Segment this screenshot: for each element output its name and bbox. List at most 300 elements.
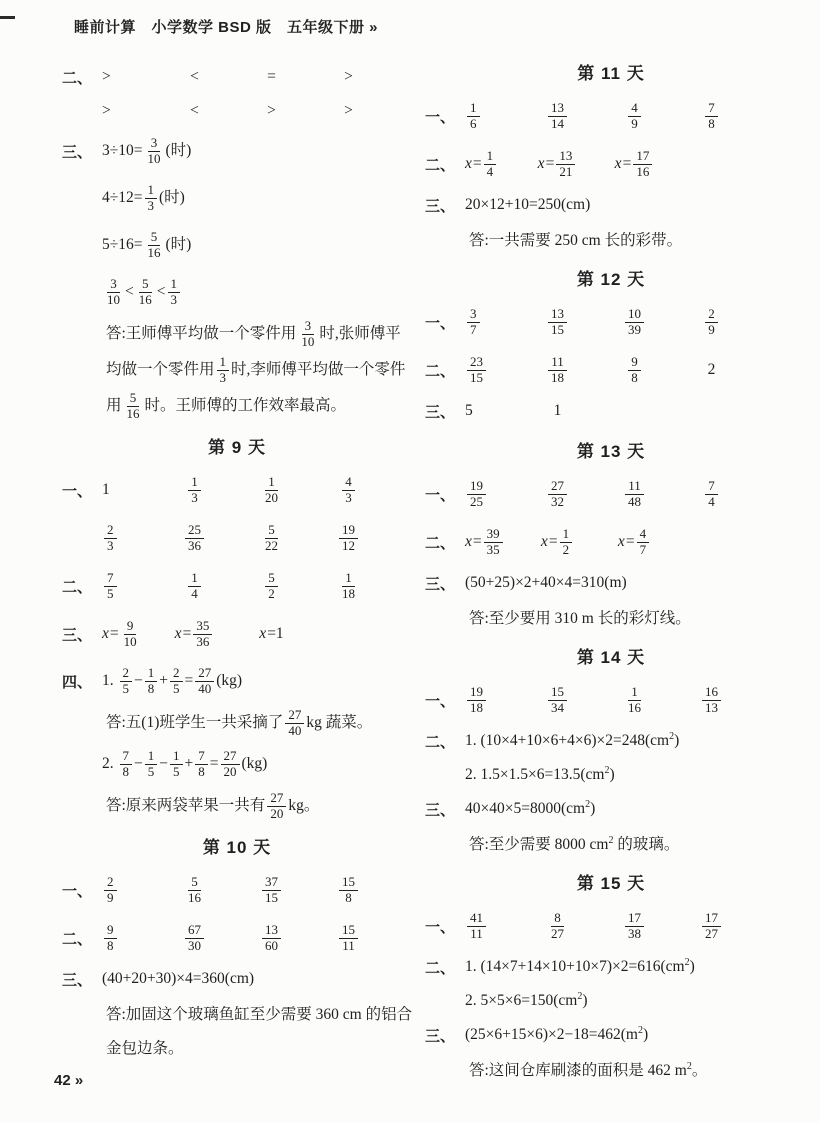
day-heading: 第 9 天 bbox=[208, 437, 266, 457]
answer-cell bbox=[310, 571, 387, 602]
solution-expression: 20×12+10=250(cm) bbox=[465, 196, 591, 213]
answer-row bbox=[425, 298, 797, 346]
numerator: 19 bbox=[467, 479, 486, 495]
numerator: 1 bbox=[188, 475, 201, 491]
fraction bbox=[104, 277, 123, 308]
numerator: 15 bbox=[339, 875, 358, 891]
problem-label: 三、 bbox=[62, 972, 93, 989]
answer-cell bbox=[596, 307, 673, 338]
solution-line bbox=[425, 758, 797, 792]
answer-cell: 2 bbox=[707, 361, 716, 378]
left-column bbox=[62, 60, 412, 1064]
denominator: 20 bbox=[270, 805, 284, 821]
fraction bbox=[298, 319, 317, 350]
answer-sentence bbox=[425, 1052, 797, 1086]
numerator: 1 bbox=[217, 355, 230, 371]
denominator: 16 bbox=[628, 699, 641, 715]
fraction bbox=[145, 183, 158, 214]
answer-cell: > bbox=[267, 102, 276, 119]
answer-sentence bbox=[425, 826, 797, 860]
problem-label: 一、 bbox=[425, 487, 456, 504]
denominator: 27 bbox=[551, 925, 564, 941]
variable-x: x bbox=[102, 625, 109, 642]
answer-cells bbox=[465, 479, 797, 510]
denominator: 8 bbox=[122, 764, 129, 779]
numerator: 5 bbox=[148, 230, 161, 246]
answer-cell: x = $\frac{1}{4}$ bbox=[465, 149, 519, 180]
answer-cells bbox=[465, 685, 797, 716]
fraction bbox=[560, 527, 573, 558]
answer-row bbox=[425, 676, 797, 724]
fraction bbox=[637, 527, 650, 558]
fraction bbox=[195, 749, 208, 780]
numerator: 13 bbox=[262, 923, 281, 939]
answer-row bbox=[62, 466, 412, 514]
problem-label: 一、 bbox=[425, 693, 456, 710]
solution-expression: $(25\times 6+15\times 6)\times 2-18=462(m^2)$ bbox=[465, 1024, 649, 1043]
problem-label: 三、 bbox=[425, 1028, 456, 1045]
answer-cell: > bbox=[102, 68, 111, 85]
solution-expression: 2. $5\times 5\times 6=150(cm^2)$ bbox=[465, 990, 588, 1009]
numerator: 27 bbox=[267, 791, 286, 807]
numerator: 7 bbox=[120, 749, 133, 765]
answer-sentence-text: 金包边条。 bbox=[106, 1040, 184, 1057]
problem-label: 三、 bbox=[62, 145, 93, 161]
denominator: 34 bbox=[551, 699, 564, 715]
superscript-2: 2 bbox=[638, 1024, 643, 1036]
fraction bbox=[628, 355, 641, 386]
answer-row bbox=[425, 346, 797, 394]
page-number bbox=[54, 1072, 83, 1089]
fraction bbox=[145, 230, 164, 261]
solution-line bbox=[425, 566, 797, 600]
denominator: 4 bbox=[708, 493, 715, 509]
answer-sentence-text: 答:五(1)班学生一共采摘了 $\frac{27}{40}$ kg 蔬菜。 bbox=[106, 706, 373, 738]
fraction bbox=[467, 101, 480, 132]
denominator: 10 bbox=[301, 333, 315, 349]
answer-row bbox=[425, 140, 797, 188]
problem-label: 二、 bbox=[425, 734, 456, 751]
answer-cell: = bbox=[267, 68, 276, 85]
answer-row bbox=[62, 562, 412, 610]
numerator: 5 bbox=[265, 571, 278, 587]
answer-cells bbox=[465, 355, 797, 386]
denominator: 15 bbox=[551, 321, 564, 337]
answer-cell: 1 bbox=[102, 481, 110, 498]
solution-expression: $\frac{3}{10}$ < $\frac{5}{16}$ < $\frac{1}{3}$ bbox=[102, 277, 182, 308]
solution-line bbox=[62, 128, 412, 175]
answer-sentence bbox=[62, 352, 412, 388]
fraction bbox=[484, 527, 503, 558]
denominator: 40 bbox=[198, 681, 212, 696]
problem-label: 一、 bbox=[62, 483, 93, 500]
answer-cell bbox=[465, 911, 519, 942]
problem-label: 三、 bbox=[425, 404, 456, 421]
fraction bbox=[195, 666, 214, 697]
solution-line bbox=[62, 269, 412, 316]
fraction bbox=[120, 666, 133, 697]
fraction bbox=[705, 479, 718, 510]
numerator: 11 bbox=[548, 355, 567, 371]
answer-cell bbox=[673, 911, 750, 942]
fraction bbox=[262, 875, 281, 906]
solution-expression: (40+20+30)×4=360(cm) bbox=[102, 970, 255, 987]
solution-line bbox=[62, 741, 412, 788]
denominator: 8 bbox=[708, 115, 715, 131]
answer-cell: x = $\frac{17}{16}$ bbox=[596, 149, 673, 180]
fraction bbox=[170, 749, 183, 780]
answer-sentence-text: 答:这间仓库刷漆的面积是 462 $m^2$。 bbox=[469, 1060, 708, 1079]
numerator: 3 bbox=[107, 277, 120, 293]
answer-cell bbox=[519, 101, 596, 132]
numerator: 2 bbox=[104, 523, 117, 539]
numerator: 67 bbox=[185, 923, 204, 939]
answer-cell bbox=[465, 307, 519, 338]
day-heading: 第 15 天 bbox=[576, 873, 646, 893]
denominator: 3 bbox=[170, 292, 177, 307]
denominator: 40 bbox=[288, 722, 302, 738]
fraction bbox=[104, 923, 117, 954]
numerator: 5 bbox=[127, 391, 140, 407]
fraction bbox=[625, 685, 644, 716]
fraction bbox=[136, 277, 155, 308]
answer-sentence-text: 用 $\frac{5}{16}$ 时。王师傅的工作效率最高。 bbox=[106, 389, 347, 421]
page-header bbox=[74, 16, 378, 37]
fraction bbox=[121, 619, 140, 650]
numerator: 7 bbox=[705, 479, 718, 495]
answer-cell bbox=[233, 475, 310, 506]
fraction bbox=[548, 307, 567, 338]
fraction bbox=[168, 277, 181, 308]
numerator: 23 bbox=[467, 355, 486, 371]
answer-cell bbox=[156, 571, 233, 602]
denominator: 35 bbox=[486, 541, 500, 557]
numerator: 17 bbox=[625, 911, 644, 927]
answer-cell bbox=[596, 911, 673, 942]
problem-label: 三、 bbox=[425, 576, 456, 593]
fraction bbox=[145, 666, 158, 697]
solution-expression: 2. $1.5\times 1.5\times 6=13.5(cm^2)$ bbox=[465, 764, 615, 783]
answer-cell bbox=[233, 571, 310, 602]
numerator: 4 bbox=[342, 475, 355, 491]
denominator: 2 bbox=[268, 585, 275, 601]
answer-cell bbox=[310, 875, 387, 906]
answer-cell bbox=[156, 523, 233, 554]
numerator: 7 bbox=[104, 571, 117, 587]
fraction bbox=[633, 149, 652, 180]
solution-line bbox=[425, 188, 797, 222]
denominator: 60 bbox=[265, 937, 278, 953]
solution-line bbox=[62, 658, 412, 705]
answer-cell bbox=[310, 923, 387, 954]
denominator: 30 bbox=[188, 937, 201, 953]
denominator: 21 bbox=[559, 163, 573, 179]
answer-row bbox=[62, 94, 412, 128]
numerator: 41 bbox=[467, 911, 486, 927]
numerator: 27 bbox=[221, 749, 240, 765]
answer-cells bbox=[102, 475, 412, 506]
variable-x: x bbox=[259, 625, 267, 642]
numerator: 5 bbox=[265, 523, 278, 539]
numerator: 1 bbox=[168, 277, 181, 293]
denominator: 27 bbox=[705, 925, 718, 941]
answer-cell bbox=[310, 523, 387, 554]
answer-cell: > bbox=[344, 68, 353, 85]
numerator: 9 bbox=[628, 355, 641, 371]
answer-cell bbox=[519, 307, 596, 338]
denominator: 8 bbox=[198, 764, 205, 779]
fraction bbox=[339, 875, 358, 906]
problem-label: 三、 bbox=[425, 198, 456, 215]
denominator: 3 bbox=[147, 198, 154, 213]
problem-label: 四、 bbox=[62, 675, 93, 691]
fraction bbox=[705, 307, 718, 338]
corner-mark bbox=[0, 16, 15, 19]
numerator: 8 bbox=[551, 911, 564, 927]
book-title: 睡前计算 小学数学 BSD 版 五年级下册 » bbox=[74, 19, 379, 36]
fraction bbox=[188, 571, 201, 602]
problem-label: 三、 bbox=[62, 627, 93, 644]
numerator: 1 bbox=[342, 571, 355, 587]
denominator: 4 bbox=[486, 163, 494, 179]
fraction bbox=[625, 911, 644, 942]
answer-cell: < bbox=[190, 68, 199, 85]
problem-label: 二、 bbox=[425, 960, 456, 977]
answer-cell bbox=[673, 685, 750, 716]
answer-sentence-text: 答:至少要用 310 m 长的彩灯线。 bbox=[469, 610, 691, 627]
answer-cell: x = $\frac{13}{21}$ bbox=[519, 149, 596, 180]
numerator: 9 bbox=[124, 619, 137, 635]
numerator: 27 bbox=[285, 708, 304, 724]
superscript-2: 2 bbox=[577, 990, 583, 1002]
variable-x: x bbox=[614, 155, 622, 172]
answer-cells bbox=[102, 923, 412, 954]
numerator: 2 bbox=[104, 875, 117, 891]
numerator: 13 bbox=[548, 101, 567, 117]
numerator: 11 bbox=[625, 479, 644, 495]
fraction bbox=[339, 571, 358, 602]
denominator: 20 bbox=[223, 764, 237, 779]
fraction bbox=[342, 475, 355, 506]
numerator: 2 bbox=[705, 307, 718, 323]
denominator: 2 bbox=[562, 541, 570, 557]
denominator: 16 bbox=[636, 163, 650, 179]
variable-x: x bbox=[540, 533, 548, 550]
answer-sentence-text: 答:一共需要 250 cm 长的彩带。 bbox=[469, 232, 683, 249]
numerator: 37 bbox=[262, 875, 281, 891]
answer-cell bbox=[465, 101, 519, 132]
denominator: 38 bbox=[628, 925, 641, 941]
problem-label: 三、 bbox=[425, 802, 456, 819]
denominator: 5 bbox=[122, 681, 129, 696]
fraction bbox=[185, 923, 204, 954]
variable-x: x bbox=[617, 533, 625, 550]
problem-label: 二、 bbox=[62, 579, 93, 596]
fraction bbox=[124, 391, 143, 422]
solution-line bbox=[425, 950, 797, 984]
solution-line bbox=[425, 724, 797, 758]
numerator: 5 bbox=[139, 277, 152, 293]
answer-cell bbox=[596, 101, 673, 132]
answer-cells bbox=[465, 402, 797, 420]
denominator: 12 bbox=[342, 537, 355, 553]
denominator: 7 bbox=[639, 541, 647, 557]
numerator: 3 bbox=[467, 307, 480, 323]
fraction bbox=[548, 685, 567, 716]
solution-expression: (50+25)×2+40×4=310(m) bbox=[465, 574, 627, 591]
answer-cell bbox=[102, 923, 156, 954]
fraction bbox=[467, 355, 486, 386]
answer-sentence-text: 答:原来两袋苹果一共有 $\frac{27}{20}$ kg。 bbox=[106, 789, 320, 821]
numerator: 25 bbox=[185, 523, 204, 539]
solution-line bbox=[425, 984, 797, 1018]
solution-line bbox=[62, 222, 412, 269]
answer-cell bbox=[310, 475, 387, 506]
denominator: 5 bbox=[173, 764, 180, 779]
numerator: 16 bbox=[702, 685, 721, 701]
fraction bbox=[339, 523, 358, 554]
answer-cell bbox=[233, 923, 310, 954]
variable-x: x bbox=[174, 625, 182, 642]
problem-label: 一、 bbox=[62, 883, 93, 900]
denominator: 4 bbox=[191, 585, 198, 601]
numerator: 1 bbox=[628, 685, 641, 701]
fraction bbox=[120, 749, 133, 780]
answer-sentence bbox=[62, 705, 412, 741]
denominator: 16 bbox=[138, 292, 152, 307]
answer-cells bbox=[465, 527, 797, 558]
denominator: 36 bbox=[196, 633, 210, 649]
answer-cell bbox=[519, 911, 596, 942]
denominator: 9 bbox=[631, 115, 638, 131]
answer-cells bbox=[102, 523, 412, 554]
numerator: 3 bbox=[302, 319, 315, 335]
answer-cell bbox=[465, 479, 519, 510]
numerator: 27 bbox=[195, 666, 214, 682]
answer-cell bbox=[102, 875, 156, 906]
answer-row bbox=[62, 610, 412, 658]
numerator: 7 bbox=[705, 101, 718, 117]
fraction bbox=[556, 149, 575, 180]
fraction bbox=[104, 571, 117, 602]
fraction bbox=[221, 749, 240, 780]
answer-row bbox=[425, 902, 797, 950]
day-heading: 第 10 天 bbox=[202, 837, 272, 857]
numerator: 1 bbox=[170, 749, 183, 765]
answer-cell bbox=[102, 523, 156, 554]
numerator: 1 bbox=[188, 571, 201, 587]
answer-sentence bbox=[62, 788, 412, 824]
numerator: 35 bbox=[193, 619, 212, 635]
denominator: 5 bbox=[147, 764, 155, 779]
answer-cell bbox=[156, 875, 233, 906]
numerator: 1 bbox=[145, 666, 158, 682]
answer-sentence bbox=[62, 1030, 412, 1064]
fraction bbox=[262, 475, 281, 506]
answer-cell bbox=[465, 685, 519, 716]
numerator: 10 bbox=[625, 307, 644, 323]
solution-expression: 5÷16= $\frac{5}{16}$ (时) bbox=[102, 229, 192, 260]
answer-cell bbox=[233, 875, 310, 906]
numerator: 1 bbox=[265, 475, 278, 491]
numerator: 19 bbox=[467, 685, 486, 701]
answer-cell: > bbox=[102, 102, 111, 119]
denominator: 8 bbox=[147, 681, 155, 696]
numerator: 4 bbox=[637, 527, 650, 543]
numerator: 13 bbox=[548, 307, 567, 323]
answer-cell bbox=[519, 479, 596, 510]
numerator: 1 bbox=[145, 183, 158, 199]
answer-sentence-text: 答:至少需要 8000 $cm^2$ 的玻璃。 bbox=[469, 834, 680, 853]
fraction bbox=[625, 307, 644, 338]
answer-cell bbox=[673, 479, 750, 510]
solution-expression: 1. $(10\times 4+10\times 6+4\times 6)\times 2=248(cm^2)$ bbox=[465, 730, 680, 749]
denominator: 5 bbox=[107, 585, 114, 601]
numerator: 2 bbox=[170, 666, 183, 682]
answer-cell bbox=[596, 685, 673, 716]
problem-label: 二、 bbox=[425, 363, 456, 380]
denominator: 20 bbox=[265, 489, 278, 505]
fraction bbox=[145, 749, 158, 780]
answer-cell: x = $\frac{39}{35}$ bbox=[465, 527, 519, 558]
answer-cell bbox=[233, 523, 310, 554]
numerator: 1 bbox=[484, 149, 497, 165]
solution-expression: 4÷12= $\frac{1}{3}$ (时) bbox=[102, 182, 185, 213]
answer-cell bbox=[519, 685, 596, 716]
fraction bbox=[548, 479, 567, 510]
answer-row bbox=[425, 92, 797, 140]
solution-line bbox=[425, 792, 797, 826]
numerator: 1 bbox=[560, 527, 573, 543]
denominator: 11 bbox=[470, 925, 483, 941]
variable-x: x bbox=[465, 533, 472, 550]
fraction bbox=[285, 708, 304, 739]
denominator: 16 bbox=[188, 889, 201, 905]
fraction bbox=[145, 136, 164, 167]
numerator: 2 bbox=[120, 666, 133, 682]
denominator: 18 bbox=[551, 369, 564, 385]
numerator: 19 bbox=[339, 523, 358, 539]
numerator: 1 bbox=[145, 749, 158, 765]
superscript-2: 2 bbox=[608, 834, 614, 846]
denominator: 11 bbox=[342, 937, 355, 953]
denominator: 8 bbox=[345, 889, 352, 905]
answer-cell bbox=[519, 355, 596, 386]
fraction bbox=[548, 101, 567, 132]
denominator: 18 bbox=[470, 699, 483, 715]
answer-cells bbox=[102, 102, 412, 120]
denominator: 16 bbox=[147, 245, 161, 260]
numerator: 17 bbox=[702, 911, 721, 927]
denominator: 7 bbox=[470, 321, 477, 337]
denominator: 39 bbox=[628, 321, 641, 337]
answer-cell bbox=[673, 101, 750, 132]
answer-cell: x = $\frac{9}{10}$ bbox=[102, 619, 156, 650]
numerator: 39 bbox=[484, 527, 503, 543]
answer-cell: x = $\frac{1}{2}$ bbox=[519, 527, 596, 558]
denominator: 16 bbox=[126, 405, 140, 421]
fraction bbox=[625, 479, 644, 510]
answer-row bbox=[62, 514, 412, 562]
fraction bbox=[104, 875, 117, 906]
answer-cell bbox=[596, 355, 673, 386]
numerator: 13 bbox=[556, 149, 575, 165]
day-heading: 第 13 天 bbox=[576, 441, 646, 461]
problem-label: 二、 bbox=[425, 157, 456, 174]
variable-x: x bbox=[537, 155, 545, 172]
fraction bbox=[265, 571, 278, 602]
denominator: 15 bbox=[265, 889, 278, 905]
